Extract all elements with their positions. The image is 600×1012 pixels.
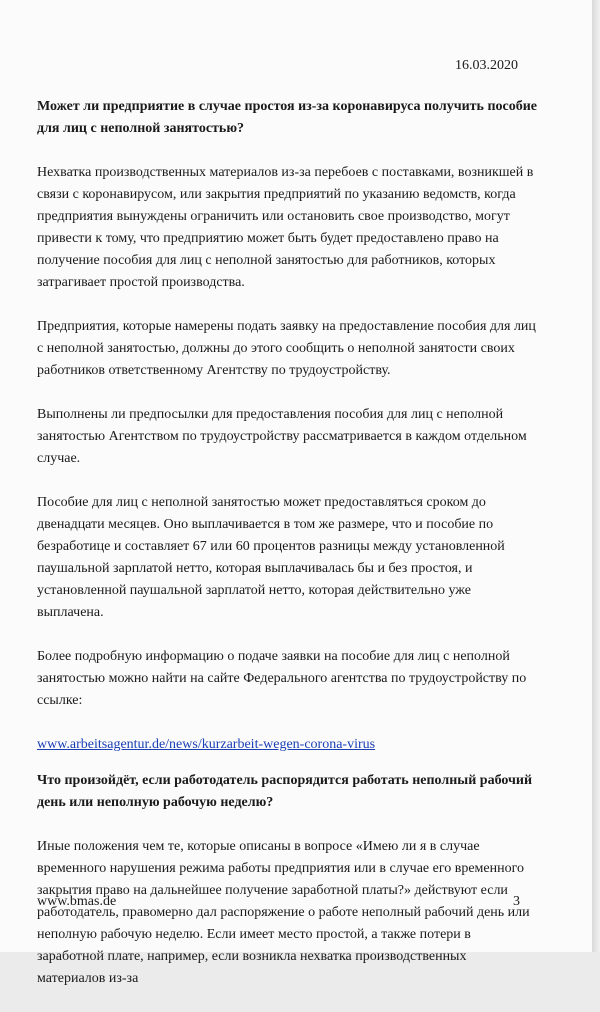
- question-heading-1: Может ли предприятие в случае простоя из-за коронавируса получить пособие для лиц с неполной занятостью?: [37, 99, 538, 136]
- footer-site: www.bmas.de: [37, 894, 117, 909]
- question-heading-2: Что произойдёт, если работодатель распорядится работать неполный рабочий день или неполную рабочую неделю?: [37, 773, 533, 810]
- paragraph-6: Иные положения чем те, которые описаны в вопросе «Имею ли я в случае временного нарушения режима работы предприятия или в случае его временного закрытия право на дальнейшее получение заработной платы?» действуют если работодатель, правомерно дал распоряжение о работе неполный рабочий день или неполную рабочую неделю. Если имеет место простой, а также потери в заработной плате, например, если возникла нехватка производственных материалов из-за: [37, 839, 530, 986]
- paragraph-1: Нехватка производственных материалов из-за перебоев с поставками, возникшей в связи с коронавирусом, или закрытия предприятий по указанию ведомств, когда предприятия вынуждены ограничить или остановить свое производство, могут привести к тому, что предприятию может быть будет предоставлено право на получение пособия для лиц с неполной занятостью для работников, которых затрагивает простой производства.: [37, 165, 534, 290]
- paragraph-4: Пособие для лиц с неполной занятостью может предоставляться сроком до двенадцати месяцев. Оно выплачивается в том же размере, что и пособие по безработице и составляет 67 или 60 процентов разницы между установленной паушальной зарплатой нетто, которая выплачивалась бы и без простоя, и установленной паушальной зарплатой нетто, которая действительно уже выплачена.: [37, 495, 505, 620]
- page-edge: [592, 0, 600, 952]
- paragraph-3: Выполнены ли предпосылки для предоставления пособия для лиц с неполной занятостью Агентством по трудоустройству рассматривается в каждом отдельном случае.: [37, 407, 527, 466]
- document-date: 16.03.2020: [455, 58, 518, 73]
- paragraph-2: Предприятия, которые намерены подать заявку на предоставление пособия для лиц с неполной занятостью, должны до этого сообщить о неполной занятости своих работников ответственному Агентству по трудоустройству.: [37, 319, 536, 378]
- paragraph-5: Более подробную информацию о подаче заявки на пособие для лиц с неполной занятостью можно найти на сайте Федерального агентства по трудоустройству по ссылке:: [37, 649, 527, 708]
- arbeitsagentur-link[interactable]: www.arbeitsagentur.de/news/kurzarbeit-wegen-corona-virus: [37, 737, 376, 752]
- document-body: [37, 96, 537, 1012]
- page-number: 3: [513, 894, 520, 909]
